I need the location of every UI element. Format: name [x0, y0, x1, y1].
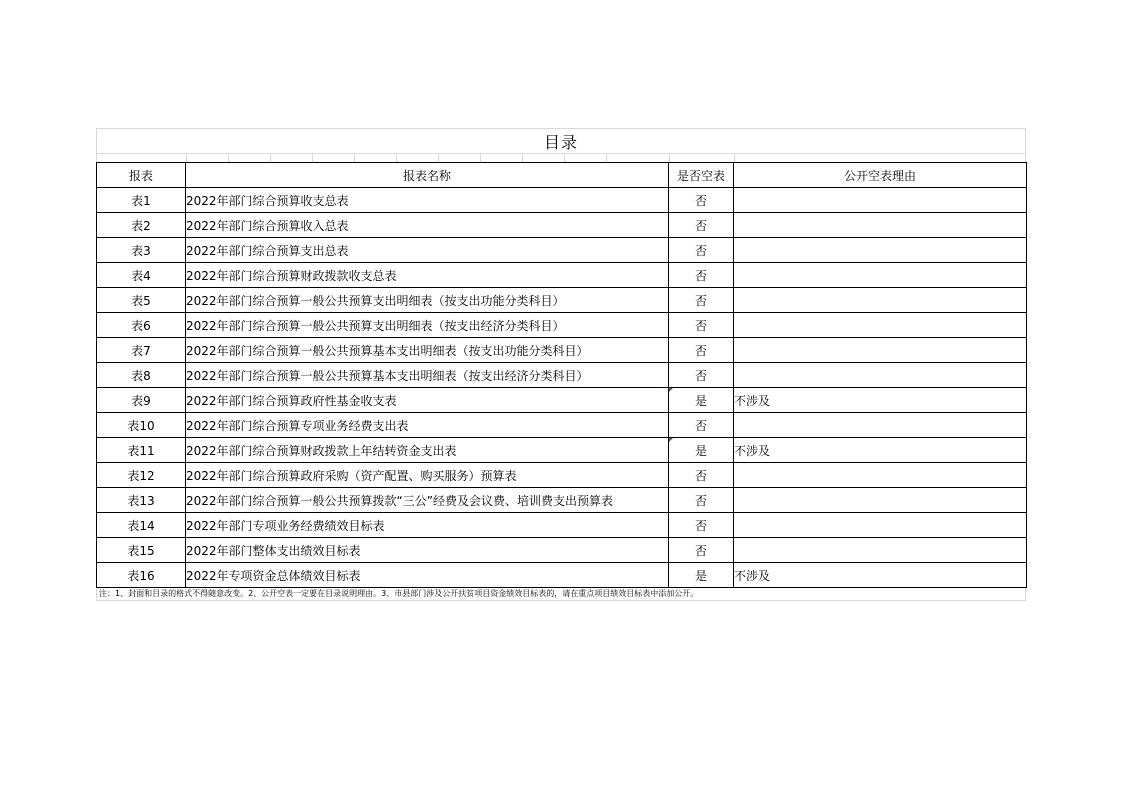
page-title-row: [96, 128, 1026, 153]
cell-name[interactable]: 2022年专项资金总体绩效目标表: [186, 563, 669, 588]
cell-number[interactable]: 表2: [97, 213, 186, 238]
cell-reason[interactable]: [734, 263, 1027, 288]
table-row: [97, 363, 1027, 388]
cell-name[interactable]: 2022年部门综合预算政府采购（资产配置、购买服务）预算表: [186, 463, 669, 488]
cell-is-empty[interactable]: 否: [669, 413, 734, 438]
cell-name[interactable]: 2022年部门综合预算收入总表: [186, 213, 669, 238]
gridline: [522, 154, 523, 162]
table-row: [97, 438, 1027, 463]
cell-reason[interactable]: [734, 288, 1027, 313]
cell-name[interactable]: 2022年部门综合预算一般公共预算拨款“三公”经费及会议费、培训费支出预算表: [186, 488, 669, 513]
cell-reason[interactable]: [734, 188, 1027, 213]
comment-marker-icon: [669, 388, 673, 392]
table-header-row: [97, 163, 1027, 188]
table-row: [97, 188, 1027, 213]
cell-number[interactable]: 表11: [97, 438, 186, 463]
table-row: [97, 213, 1027, 238]
cell-name[interactable]: 2022年部门整体支出绩效目标表: [186, 538, 669, 563]
cell-is-empty[interactable]: 否: [669, 213, 734, 238]
cell-is-empty[interactable]: 是: [669, 438, 734, 463]
page-title: 目录: [543, 132, 578, 152]
cell-name[interactable]: 2022年部门综合预算专项业务经费支出表: [186, 413, 669, 438]
cell-number[interactable]: 表10: [97, 413, 186, 438]
cell-reason[interactable]: [734, 538, 1027, 563]
cell-number[interactable]: 表8: [97, 363, 186, 388]
gridline: [312, 154, 313, 162]
cell-is-empty[interactable]: 是: [669, 563, 734, 588]
toc-table: [96, 162, 1027, 588]
cell-name[interactable]: 2022年部门综合预算财政拨款上年结转资金支出表: [186, 438, 669, 463]
cell-reason[interactable]: [734, 513, 1027, 538]
cell-name[interactable]: 2022年部门综合预算一般公共预算支出明细表（按支出经济分类科目）: [186, 313, 669, 338]
cell-number[interactable]: 表9: [97, 388, 186, 413]
gridline: [396, 154, 397, 162]
cell-is-empty[interactable]: 否: [669, 363, 734, 388]
cell-number[interactable]: 表5: [97, 288, 186, 313]
cell-reason[interactable]: [734, 338, 1027, 363]
gridline: [438, 154, 439, 162]
cell-is-empty[interactable]: 否: [669, 313, 734, 338]
cell-reason[interactable]: [734, 363, 1027, 388]
table-row: [97, 563, 1027, 588]
cell-reason[interactable]: [734, 213, 1027, 238]
cell-name[interactable]: 2022年部门综合预算财政拨款收支总表: [186, 263, 669, 288]
header-number: 报表: [97, 163, 186, 188]
spreadsheet-page: [96, 128, 1026, 601]
footnote: 注：1、封面和目录的格式不得随意改变。2、公开空表一定要在目录说明理由。3、市县部门涉及公开扶贫项目资金绩效目标表的，请在重点项目绩效目标表中添加公开。: [99, 589, 699, 598]
cell-reason[interactable]: 不涉及: [734, 388, 1027, 413]
cell-number[interactable]: 表16: [97, 563, 186, 588]
cell-is-empty[interactable]: 否: [669, 338, 734, 363]
cell-reason[interactable]: 不涉及: [734, 438, 1027, 463]
gridline: [270, 154, 271, 162]
cell-is-empty[interactable]: 否: [669, 538, 734, 563]
comment-marker-icon: [669, 438, 673, 442]
cell-name[interactable]: 2022年部门综合预算政府性基金收支表: [186, 388, 669, 413]
gridline: [480, 154, 481, 162]
cell-number[interactable]: 表6: [97, 313, 186, 338]
cell-number[interactable]: 表1: [97, 188, 186, 213]
cell-reason[interactable]: [734, 413, 1027, 438]
cell-is-empty[interactable]: 否: [669, 263, 734, 288]
cell-name[interactable]: 2022年部门专项业务经费绩效目标表: [186, 513, 669, 538]
cell-is-empty[interactable]: 否: [669, 288, 734, 313]
table-row: [97, 538, 1027, 563]
cell-number[interactable]: 表12: [97, 463, 186, 488]
cell-reason[interactable]: 不涉及: [734, 563, 1027, 588]
table-row: [97, 313, 1027, 338]
cell-is-empty[interactable]: 否: [669, 463, 734, 488]
cell-reason[interactable]: [734, 238, 1027, 263]
cell-number[interactable]: 表13: [97, 488, 186, 513]
table-row: [97, 288, 1027, 313]
cell-name[interactable]: 2022年部门综合预算一般公共预算支出明细表（按支出功能分类科目）: [186, 288, 669, 313]
footnote-row: [96, 588, 1026, 601]
table-row: [97, 413, 1027, 438]
table-row: [97, 488, 1027, 513]
header-name: 报表名称: [186, 163, 669, 188]
gridline: [564, 154, 565, 162]
gridline: [228, 154, 229, 162]
cell-is-empty[interactable]: 否: [669, 513, 734, 538]
cell-is-empty[interactable]: 否: [669, 188, 734, 213]
gridline: [606, 154, 607, 162]
cell-number[interactable]: 表14: [97, 513, 186, 538]
gridline: [669, 154, 670, 162]
cell-number[interactable]: 表3: [97, 238, 186, 263]
cell-number[interactable]: 表7: [97, 338, 186, 363]
header-reason: 公开空表理由: [734, 163, 1027, 188]
gridline: [354, 154, 355, 162]
cell-is-empty[interactable]: 否: [669, 488, 734, 513]
cell-name[interactable]: 2022年部门综合预算收支总表: [186, 188, 669, 213]
cell-reason[interactable]: [734, 463, 1027, 488]
table-row: [97, 388, 1027, 413]
cell-is-empty[interactable]: 是: [669, 388, 734, 413]
table-body: [97, 188, 1027, 588]
table-row: [97, 513, 1027, 538]
cell-number[interactable]: 表4: [97, 263, 186, 288]
gridline: [186, 154, 187, 162]
gridline-strip: [96, 153, 1026, 162]
table-row: [97, 463, 1027, 488]
cell-name[interactable]: 2022年部门综合预算一般公共预算基本支出明细表（按支出功能分类科目）: [186, 338, 669, 363]
cell-name[interactable]: 2022年部门综合预算支出总表: [186, 238, 669, 263]
cell-is-empty[interactable]: 否: [669, 238, 734, 263]
cell-reason[interactable]: [734, 488, 1027, 513]
table-row: [97, 338, 1027, 363]
gridline: [734, 154, 735, 162]
header-is-empty: 是否空表: [669, 163, 734, 188]
cell-reason[interactable]: [734, 313, 1027, 338]
table-row: [97, 238, 1027, 263]
cell-number[interactable]: 表15: [97, 538, 186, 563]
cell-name[interactable]: 2022年部门综合预算一般公共预算基本支出明细表（按支出经济分类科目）: [186, 363, 669, 388]
table-row: [97, 263, 1027, 288]
